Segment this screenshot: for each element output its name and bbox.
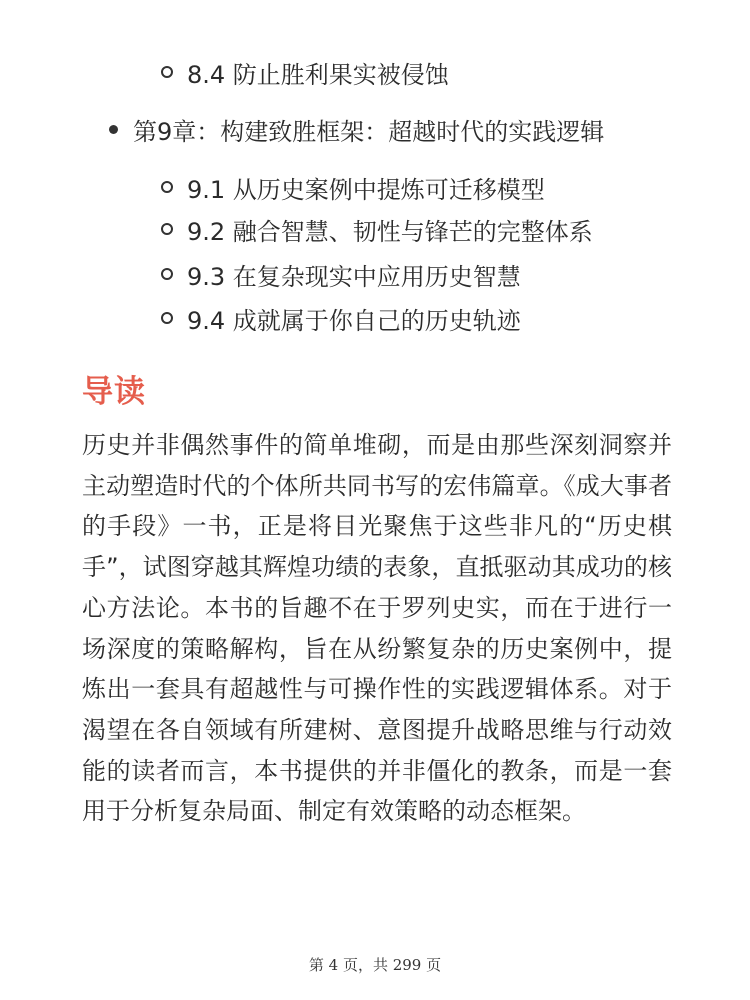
toc-item-label: 9.4 成就属于你自己的历史轨迹	[187, 306, 521, 335]
toc-item-8-4[interactable]	[161, 52, 449, 92]
toc-chapter-9[interactable]	[109, 109, 604, 149]
toc-item-label: 9.2 融合智慧、韧性与锋芒的完整体系	[187, 217, 593, 246]
toc-item-9-3[interactable]	[161, 254, 521, 294]
toc-chapter-label: 第9章：构建致胜框架：超越时代的实践逻辑	[133, 117, 605, 146]
toc-item-label: 9.3 在复杂现实中应用历史智慧	[187, 262, 521, 291]
page-number-footer: 第 4 页，共 299 页	[308, 956, 442, 974]
toc-item-9-4[interactable]	[161, 298, 521, 338]
filled-circle-bullet-icon	[109, 125, 118, 134]
section-title-intro: 导读	[82, 374, 146, 410]
toc-item-label: 8.4 防止胜利果实被侵蚀	[187, 60, 449, 89]
hollow-circle-bullet-icon	[161, 312, 173, 324]
hollow-circle-bullet-icon	[161, 181, 173, 193]
hollow-circle-bullet-icon	[161, 66, 173, 78]
toc-item-9-1[interactable]	[161, 167, 545, 207]
hollow-circle-bullet-icon	[161, 223, 173, 235]
intro-paragraph: 历史并非偶然事件的简单堆砌，而是由那些深刻洞察并主动塑造时代的个体所共同书写的宏伟篇章。《成大事者的手段》一书，正是将目光聚焦于这些非凡的“历史棋手”，试图穿越其辉煌功绩的表象，直抵驱动其成功的核心方法论。本书的旨趣不在于罗列史实，而在于进行一场深度的策略解构，旨在从纷繁复杂的历史案例中，提炼出一套具有超越性与可操作性的实践逻辑体系。对于渴望在各自领域有所建树、意图提升战略思维与行动效能的读者而言，本书提供的并非僵化的教条，而是一套用于分析复杂局面、制定有效策略的动态框架。	[82, 431, 672, 826]
toc-item-label: 9.1 从历史案例中提炼可迁移模型	[187, 175, 545, 204]
hollow-circle-bullet-icon	[161, 268, 173, 280]
toc-item-9-2[interactable]	[161, 209, 593, 249]
